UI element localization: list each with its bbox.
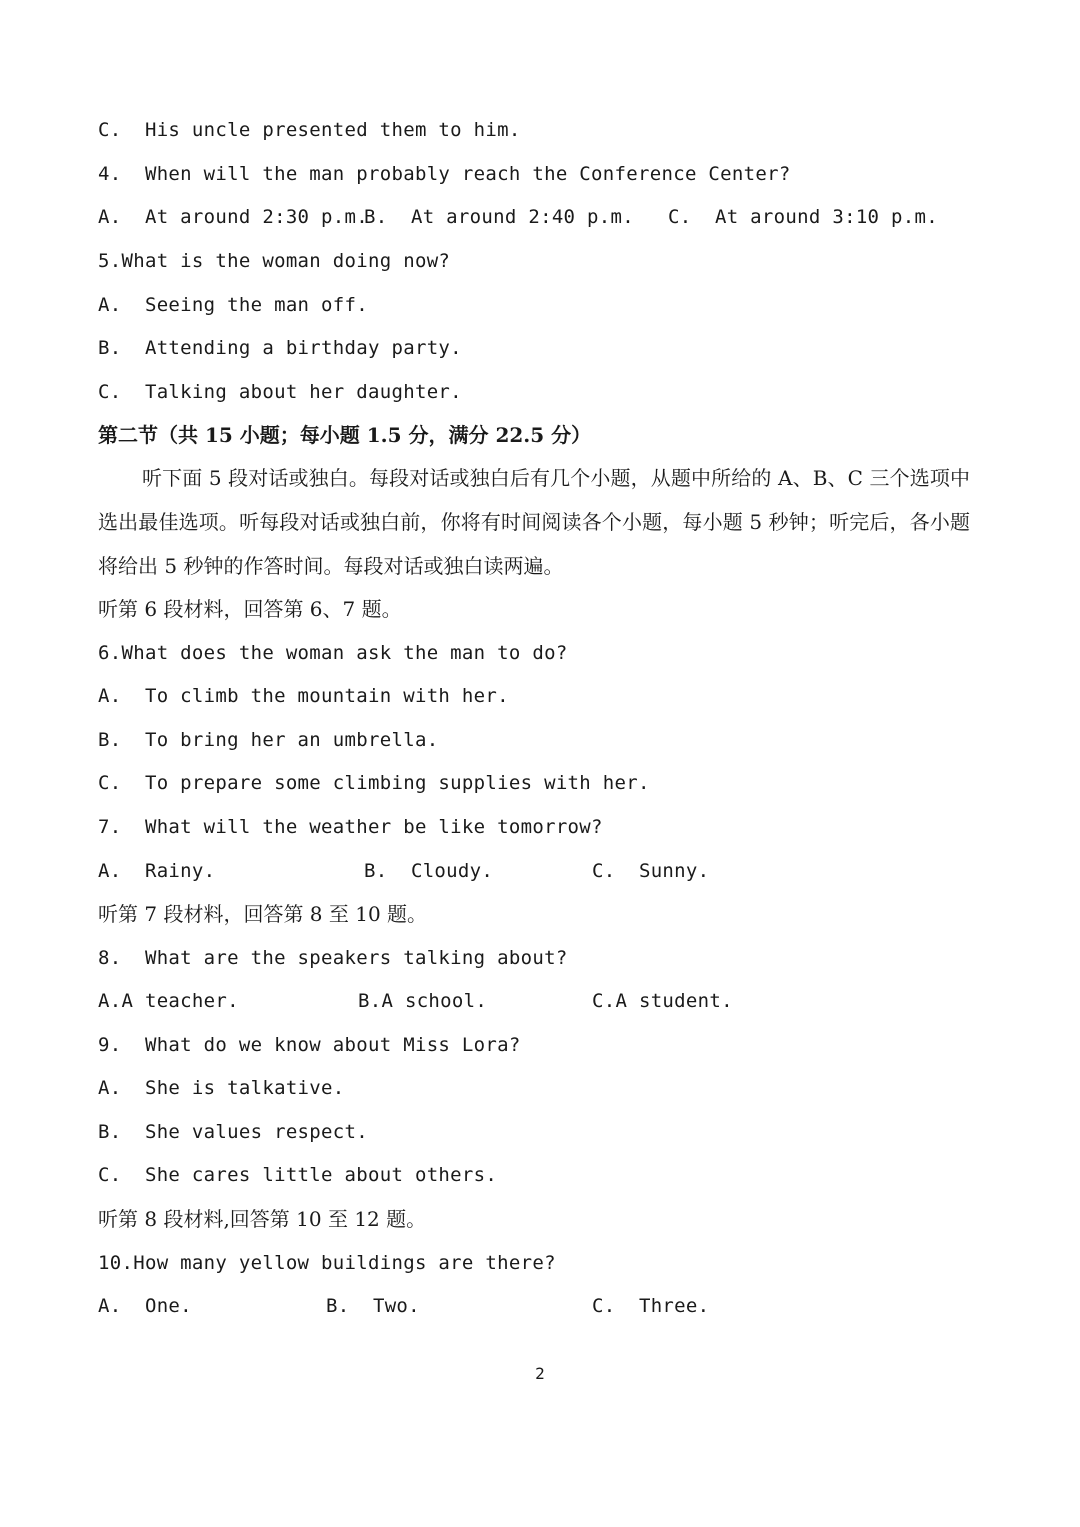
q9-option-b: B. She values respect. <box>98 1121 368 1143</box>
q9-option-c: C. She cares little about others. <box>98 1164 498 1186</box>
material-7-heading: 听第 7 段材料，回答第 8 至 10 题。 <box>98 902 428 926</box>
q6-option-a: A. To climb the mountain with her. <box>98 685 509 707</box>
section-heading: 第二节（共 15 小题；每小题 1.5 分，满分 22.5 分） <box>98 423 592 447</box>
q4-option-a: A. At around 2:30 p.m. <box>98 206 368 228</box>
question-5: 5.What is the woman doing now? <box>98 250 451 272</box>
q4-option-c: C. At around 3:10 p.m. <box>668 206 938 228</box>
question-4: 4. When will the man probably reach the Conference Center? <box>98 163 791 185</box>
q5-option-c: C. Talking about her daughter. <box>98 381 462 403</box>
material-8-heading: 听第 8 段材料,回答第 10 至 12 题。 <box>98 1207 427 1231</box>
q3-option-c: C. His uncle presented them to him. <box>98 119 521 141</box>
q5-option-a: A. Seeing the man off. <box>98 294 368 316</box>
section-instructions: 听下面 5 段对话或独白。每段对话或独白后有几个小题，从题中所给的 A、B、C 三个选项中选出最佳选项。听每段对话或独白前，你将有时间阅读各个小题，每小题 5 秒钟；听完后，各小题将给出 5 秒钟的作答时间。每段对话或独白读两遍。 <box>98 466 970 578</box>
q9-option-a: A. She is talkative. <box>98 1077 345 1099</box>
q7-option-b: B. Cloudy. <box>364 860 494 882</box>
question-6: 6.What does the woman ask the man to do? <box>98 642 568 664</box>
page-number: 2 <box>535 1364 545 1383</box>
q10-option-c: C. Three. <box>592 1295 710 1317</box>
q6-option-c: C. To prepare some climbing supplies with her. <box>98 772 650 794</box>
q10-option-b: B. Two. <box>326 1295 420 1317</box>
q7-option-c: C. Sunny. <box>592 860 710 882</box>
material-6-heading: 听第 6 段材料，回答第 6、7 题。 <box>98 597 402 621</box>
question-10: 10.How many yellow buildings are there? <box>98 1252 556 1274</box>
q6-option-b: B. To bring her an umbrella. <box>98 729 439 751</box>
q8-option-b: B.A school. <box>358 990 488 1012</box>
question-7: 7. What will the weather be like tomorrow? <box>98 816 603 838</box>
q8-option-a: A.A teacher. <box>98 990 239 1012</box>
question-9: 9. What do we know about Miss Lora? <box>98 1034 521 1056</box>
q10-option-a: A. One. <box>98 1295 192 1317</box>
q5-option-b: B. Attending a birthday party. <box>98 337 462 359</box>
q4-option-b: B. At around 2:40 p.m. <box>364 206 634 228</box>
question-8: 8. What are the speakers talking about? <box>98 947 568 969</box>
q8-option-c: C.A student. <box>592 990 733 1012</box>
q7-option-a: A. Rainy. <box>98 860 216 882</box>
